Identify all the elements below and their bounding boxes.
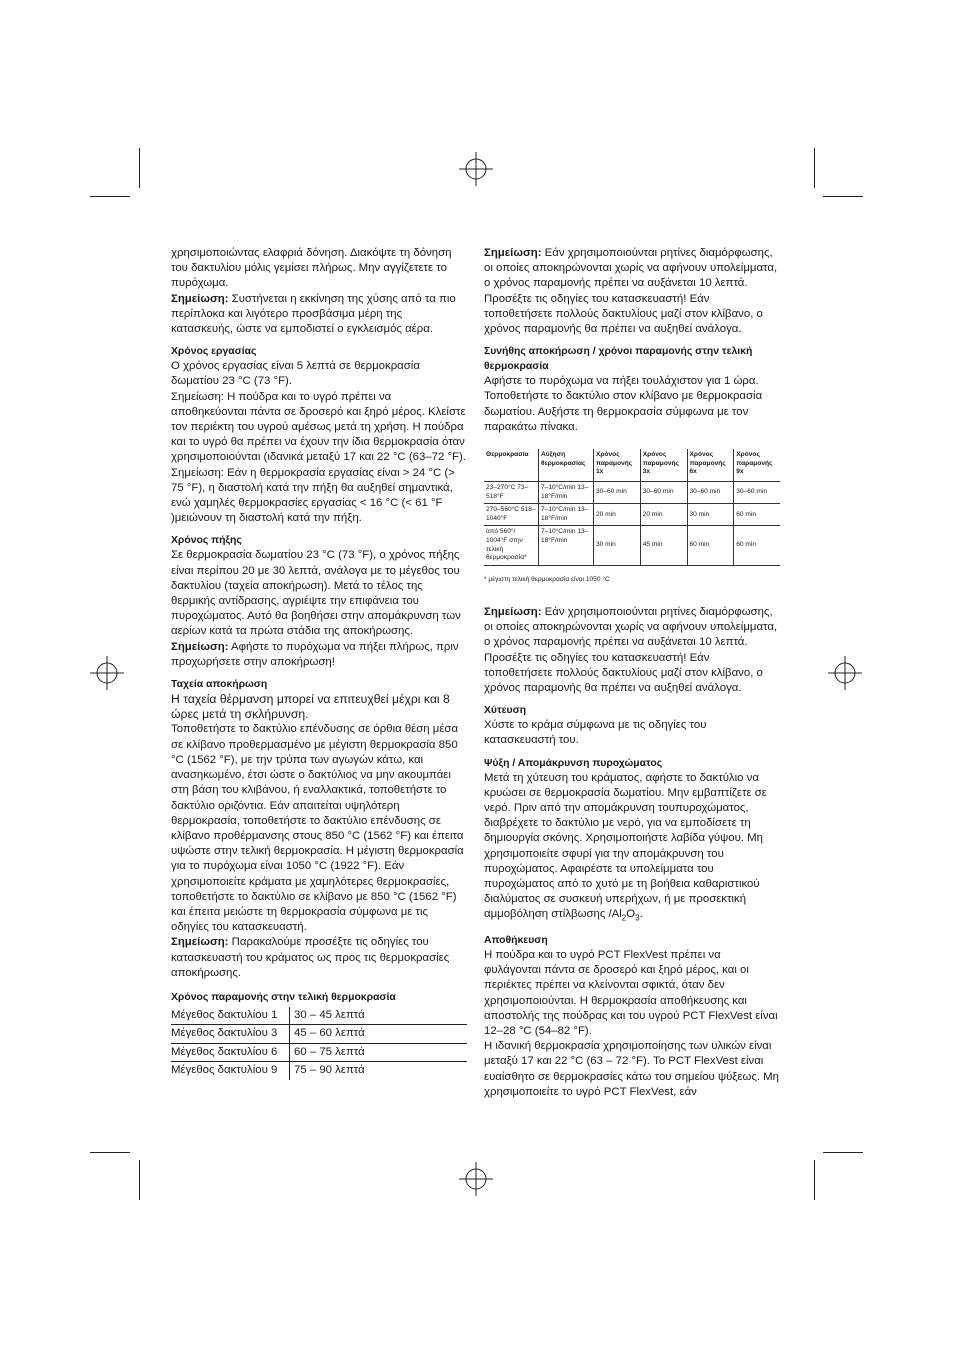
crop-mark [90, 196, 130, 197]
right-column [484, 246, 780, 1100]
paragraph: Η ιδανική θερμοκρασία χρησιμοποίησης των υλικών είναι μεταξύ 17 και 22 °C (63 – 72 °F). Το PCT FlexVest είναι ευαίσθητο σε θερμοκρασίες κάτω του σημείου ψύξεως. Μη χρησιμοποιείτε το υγρό PCT FlexVest, εάν [484, 1040, 780, 1098]
paragraph: Σημείωση: Εάν χρησιμοποιούνται ρητίνες διαμόρφωσης, οι οποίες αποκηρώνονται χωρίς να αφήνουν υπολείμματα, ο χρόνος παραμονής πρέπει να αυξάνεται 10 λεπτά. Προσέξτε τις οδηγίες του κατασκευαστή! Εάν τοποθετήσετε πολλούς δακτυλίους μαζί στον κλίβανο, ο χρόνος παραμονής θα πρέπει να αυξηθεί ανάλογα. [484, 605, 778, 694]
left-column [171, 246, 467, 1080]
crop-mark [814, 1160, 815, 1200]
registration-mark-icon [90, 656, 124, 690]
table-row: Μέγεθος δακτυλίου 6 60 – 75 λεπτά [171, 1043, 467, 1062]
paragraph: Σημείωση: Εάν η θερμοκρασία εργασίας είναι > 24 °C (> 75 °F), η διαστολή κατά την πήξη θα αυξηθεί σημαντικά, ενώ χαμηλές θερμοκρασίες εργασίας < 16 °C (< 61 °F )μειώνουν τη διαστολή κατά την πήξη. [171, 466, 455, 525]
section-heading-storage: Αποθήκευση [484, 934, 548, 946]
paragraph: Μετά τη χύτευση του κράματος, αφήστε το δακτύλιο να κρυώσει σε θερμοκρασία δωματίου. Μην εμβαπτίζετε σε νερό. Πριν από την απομάκρυνση τουπυροχώματος, διαβρέχετε το δακτύλιο με νερό, για να εμποδίσετε τη δημιουργία σκόνης. Χρησιμοποιήστε λαβίδα γύψου. Μη χρησιμοποιείτε σφυρί για την απομάκρυνση του πυροχώματος. Αφαιρέστε τα υπολείμματα του πυροχώματος από το χυτό με τη βοήθεια καθαριστικού διαλύματος σε συσκευή υπερήχων, ή με προσεκτική αμμοβόληση στίλβωσης $/Al_2O_3$. [484, 771, 767, 923]
note-label: Σημείωση: [171, 640, 229, 653]
hold-time-table [171, 1007, 467, 1080]
note-label: Σημείωση: [484, 605, 542, 618]
paragraph: Αφήστε το πυρόχωμα να πήξει τουλάχιστον για 1 ώρα. Τοποθετήστε το δακτύλιο στον κλίβανο με θερμοκρασία δωματίου. Αυξήστε τη θερμοκρασία σύμφωνα με τον παρακάτω πίνακα. [484, 375, 763, 433]
note-label: Σημείωση: [171, 292, 229, 305]
section-heading-setting-time: Χρόνος πήξης [171, 535, 242, 547]
paragraph: Σημείωση: Συστήνεται η εκκίνηση της χύσης από τα πιο περίπλοκα και λιγότερο προσβάσιμα μέρη της κατασκευής, ώστε να εμποδιστεί ο εγκλεισμός αέρα. [171, 292, 456, 336]
table-row: από 560°/ 1004°F στην τελική θερμοκρασία* 7–10°C/min 13–18°F/min 30 min 45 min 60 min 60 min [484, 526, 780, 565]
paragraph: Σημείωση: Η πούδρα και το υγρό πρέπει να αποθηκεύονται πάντα σε δροσερό και ξηρό μέρος. Κλείστε τον περιέκτη του υγρού αμέσως μετά τη χρήση. Η πούδρα και το υγρό θα πρέπει να έχουν την ίδια θερμοκρασία όταν χρησιμοποιούνται (ιδανικά μεταξύ 17 και 22 °C (63–72 °F). [171, 390, 466, 464]
paragraph: Σε θερμοκρασία δωματίου 23 °C (73 °F), ο χρόνος πήξης είναι περίπου 20 με 30 λεπτά, ανάλογα με το μέγεθος του δακτυλίου (ταχεία αποκήρωση). Μετά το τέλος της θερμικής αντίδρασης, αγριέψτε την επιφάνεια του πυροχώματος. Αυτό θα βοηθήσει στην απομάκρυνση των αερίων κατά τα πρώτα στάδια της αποκήρωσης. [171, 549, 461, 638]
table-footnote: * μέγιστη τελική θερμοκρασία είναι 1050 °C [484, 575, 610, 583]
section-heading-fast-burnout: Ταχεία αποκήρωση [171, 679, 268, 691]
paragraph: Σημείωση: Εάν χρησιμοποιούνται ρητίνες διαμόρφωσης, οι οποίες αποκηρώνονται χωρίς να αφήνουν υπολείμματα, ο χρόνος παραμονής πρέπει να αυξάνεται 10 λεπτά. Προσέξτε τις οδηγίες του κατασκευαστή! Εάν τοποθετήσετε πολλούς δακτυλίους μαζί στον κλίβανο, ο χρόνος παραμονής θα πρέπει να αυξηθεί ανάλογα. [484, 247, 778, 336]
paragraph: Σημείωση: Αφήστε το πυρόχωμα να πήξει πλήρως, πριν προχωρήσετε στην αποκήρωση! [171, 640, 459, 668]
registration-mark-icon [459, 1162, 493, 1196]
paragraph: Χύστε το κράμα σύμφωνα με τις οδηγίες του κατασκευαστή του. [484, 719, 707, 747]
table-header-row: Θερμοκρασία Αύξηση θερμοκρασίας Χρόνος παραμονής 1x Χρόνος παραμονής 3x Χρόνος παραμονής 6x Χρόνος παραμονής 9x [484, 449, 780, 482]
crop-mark [90, 1152, 130, 1153]
note-label: Σημείωση: [171, 936, 229, 949]
section-heading-working-time: Χρόνος εργασίας [171, 346, 257, 358]
crop-mark [139, 1160, 140, 1200]
table-row: Μέγεθος δακτυλίου 1 30 – 45 λεπτά [171, 1007, 467, 1025]
paragraph: χρησιμοποιώντας ελαφριά δόνηση. Διακόψτε τη δόνηση του δακτυλίου μόλις γεμίσει πλήρως. Μην αγγίζετετε το πυρόχωμα. [171, 247, 452, 290]
crop-mark [823, 196, 863, 197]
table-row: Μέγεθος δακτυλίου 9 75 – 90 λεπτά [171, 1062, 467, 1080]
section-heading-casting: Χύτευση [484, 705, 527, 717]
registration-mark-icon [459, 152, 493, 186]
table-row: 23–270°C 73–518°F 7–10°C/min 13–18°F/min 30–60 min 30–60 min 30–60 min 30–60 min [484, 482, 780, 504]
registration-mark-icon [828, 656, 862, 690]
section-heading-hold-time: Χρόνος παραμονής στην τελική θερμοκρασία [171, 991, 396, 1003]
table-row: 270–560°C 518–1040°F 7–10°C/min 13–18°F/min 20 min 20 min 30 min 60 min [484, 504, 780, 526]
section-heading-conventional-burnout: Συνήθης αποκήρωση / χρόνοι παραμονής στην τελική θερμοκρασία [484, 346, 753, 373]
crop-mark [139, 148, 140, 188]
table-row: Μέγεθος δακτυλίου 3 45 – 60 λεπτά [171, 1025, 467, 1044]
section-heading-cooling: Ψύξη / Απομάκρυνση πυροχώματος [484, 757, 663, 769]
paragraph: Τοποθετήστε το δακτύλιο επένδυσης σε όρθια θέση μέσα σε κλίβανο προθερμασμένο με μέγιστη θερμοκρασία 850 °C (1562 °F), με την τρύπα των αγωγών κάτω, και ανασηκωμένο, έτσι ώστε ο δακτύλιος να μην ακουμπάει στη βάση του κλιβάνου, ή εναλλακτικά, τοποθετήστε το δακτύλιο οριζόντια. Εάν απαιτείται υψηλότερη θερμοκρασία, τοποθετήστε το δακτύλιο επένδυσης σε κλίβανο προθέρμανσης στους 850 °C (1562 °F) και έπειτα υψώστε στην τελική θερμοκρασία. Η μέγιστη θερμοκρασία για το πυρόχωμα είναι 1050 °C (1922 °F). Εάν χρησιμοποιείτε κράματα με χαμηλότερες θερμοκρασίες, τοποθετήστε το δακτύλιο σε κλίβανο με 850 °C (1562 °F) και έπειτα μειώστε τη θερμοκρασία σύμφωνα με τις οδηγίες του κατασκευαστή. [171, 723, 464, 934]
note-label: Σημείωση: [484, 247, 542, 259]
burnout-table [484, 449, 780, 566]
paragraph: Η πούδρα και το υγρό PCT FlexVest πρέπει να φυλάγονται πάντα σε δροσερό και ξηρό μέρος, και οι περιέκτες πρέπει να κλείνονται σφικτά, όταν δεν χρησιμοποιούνται. Η θερμοκρασία αποθήκευσης και αποστολής της πούδρας και του υγρού PCT FlexVest είναι 12–28 °C (54–82 °F). [484, 948, 778, 1037]
paragraph: Σημείωση: Παρακαλούμε προσέξτε τις οδηγίες του κατασκευαστή του κράματος ως προς τις θερμοκρασίες αποκήρωσης. [171, 936, 450, 979]
lead-paragraph: Η ταχεία θέρμανση μπορεί να επιτευχθεί μέχρι και 8 ώρες μετά τη σκλήρυνση. [171, 692, 450, 722]
paragraph: Ο χρόνος εργασίας είναι 5 λεπτά σε θερμοκρασία δωματίου 23 °C (73 °F). [171, 360, 420, 388]
crop-mark [814, 148, 815, 188]
crop-mark [823, 1152, 863, 1153]
